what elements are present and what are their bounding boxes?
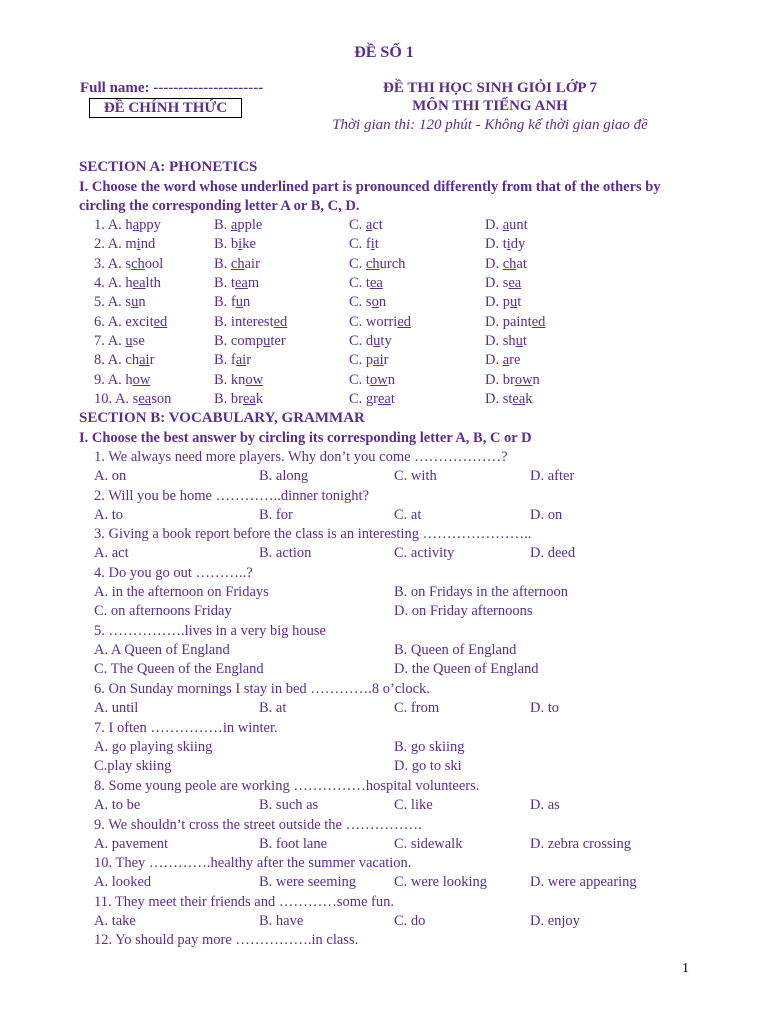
option-b: B. team [214,275,260,291]
answer-option: C. at [394,507,422,523]
option-b: B. know [214,372,264,388]
phonetics-row [0,256,768,275]
answer-option: D. as [530,797,560,813]
option-a: 10. A. season [94,391,172,407]
exam-number: ĐỀ SỐ 1 [354,44,414,61]
question-text: 7. I often ……………in winter. [94,720,278,736]
answer-option: B. at [259,700,287,716]
answer-option: B. for [259,507,293,523]
exam-time: Thời gian thi: 120 phút - Không kể thời gian giao đề [332,117,648,133]
option-a: 9. A. how [94,372,151,388]
section-b-heading: SECTION B: VOCABULARY, GRAMMAR [79,410,365,426]
answer-option: D. deed [530,545,576,561]
exam-subject: MÔN THI TIẾNG ANH [412,98,568,114]
option-a: 6. A. excited [94,314,168,330]
option-d: D. put [485,294,522,310]
phonetics-row [0,352,768,371]
answer-option: C. activity [394,545,455,561]
answer-option: C. The Queen of the England [94,661,264,677]
answer-option: A. to be [94,797,141,813]
question-text: 2. Will you be home …………..dinner tonight? [94,488,370,504]
question-text: 4. Do you go out ………..? [94,565,253,581]
option-c: C. duty [349,333,392,349]
question-text: 12. Yo should pay more …………….in class. [94,932,359,948]
answer-option: A. until [94,700,139,716]
answer-option: D. were appearing [530,874,637,890]
answer-option: A. on [94,468,127,484]
option-a: 1. A. happy [94,217,161,233]
question-text: 11. They meet their friends and …………some fun. [94,894,395,910]
option-c: C. fit [349,236,379,252]
full-name-field: Full name: ---------------------- [80,80,264,96]
answer-option: B. along [259,468,309,484]
answer-option: A. act [94,545,129,561]
answer-option: D. on [530,507,563,523]
answer-option: D. go to ski [394,758,462,774]
official-exam-label: ĐỀ CHÍNH THỨC [89,98,242,118]
option-c: C. worried [349,314,412,330]
answer-option: C. with [394,468,437,484]
answer-option: D. on Friday afternoons [394,603,533,619]
option-b: B. break [214,391,264,407]
option-a: 4. A. health [94,275,161,291]
question-text: 10. They ………….healthy after the summer vacation. [94,855,412,871]
answer-option: C. on afternoons Friday [94,603,232,619]
option-c: C. son [349,294,387,310]
answer-option: D. after [530,468,575,484]
phonetics-row [0,372,768,391]
option-c: C. church [349,256,406,272]
question-text: 1. We always need more players. Why don’t you come ………………? [94,449,508,465]
answer-option: A. in the afternoon on Fridays [94,584,269,600]
answer-option: A. A Queen of England [94,642,230,658]
answer-option: C. do [394,913,426,929]
answer-option: C. like [394,797,433,813]
answer-option: A. go playing skiing [94,739,213,755]
option-d: D. shut [485,333,527,349]
answer-option: A. pavement [94,836,169,852]
answer-option: A. take [94,913,136,929]
question-text: 3. Giving a book report before the class is an interesting ………………….. [94,526,532,542]
option-a: 2. A. mind [94,236,156,252]
phonetics-row [0,314,768,333]
answer-option: D. enjoy [530,913,580,929]
option-d: D. tidy [485,236,526,252]
section-a-heading: SECTION A: PHONETICS [79,159,258,175]
question-text: 8. Some young peole are working ……………hospital volunteers. [94,778,480,794]
option-c: C. tea [349,275,383,291]
question-text: 6. On Sunday mornings I stay in bed ………….8 o’clock. [94,681,430,697]
option-d: D. aunt [485,217,528,233]
answer-option: B. were seeming [259,874,357,890]
answer-option: A. looked [94,874,152,890]
phonetics-row [0,236,768,255]
option-d: D. painted [485,314,546,330]
option-d: D. steak [485,391,533,407]
option-d: D. brown [485,372,540,388]
option-b: B. bike [214,236,256,252]
phonetics-row [0,217,768,236]
option-c: C. pair [349,352,389,368]
answer-option: B. Queen of England [394,642,517,658]
phonetics-row [0,391,768,410]
option-c: C. great [349,391,395,407]
answer-option: B. action [259,545,312,561]
question-text: 9. We shouldn’t cross the street outside the ……………. [94,817,422,833]
exam-title: ĐỀ THI HỌC SINH GIỎI LỚP 7 [383,80,597,96]
phonetics-row [0,275,768,294]
phonetics-row [0,333,768,352]
answer-option: B. go skiing [394,739,465,755]
answer-option: D. zebra crossing [530,836,632,852]
option-b: B. chair [214,256,260,272]
answer-option: B. foot lane [259,836,328,852]
answer-option: D. the Queen of England [394,661,539,677]
option-c: C. act [349,217,383,233]
answer-option: C. were looking [394,874,488,890]
section-a-instruction: I. Choose the word whose underlined part is pronounced differently from that of the others by circling the corresponding letter A or B, C, D. [79,179,661,214]
answer-option: B. on Fridays in the afternoon [394,584,568,600]
answer-option: C. sidewalk [394,836,463,852]
option-a: 7. A. use [94,333,145,349]
option-d: D. chat [485,256,527,272]
answer-option: D. to [530,700,559,716]
option-b: B. fair [214,352,252,368]
answer-option: C.play skiing [94,758,172,774]
option-a: 3. A. school [94,256,164,272]
question-text: 5. …………….lives in a very big house [94,623,326,639]
page-number: 1 [682,961,689,976]
option-b: B. fun [214,294,251,310]
option-a: 8. A. chair [94,352,155,368]
option-d: D. sea [485,275,522,291]
option-a: 5. A. sun [94,294,146,310]
option-b: B. interested [214,314,288,330]
answer-option: B. such as [259,797,319,813]
option-b: B. computer [214,333,286,349]
option-d: D. are [485,352,521,368]
answer-option: C. from [394,700,440,716]
phonetics-row [0,294,768,313]
option-c: C. town [349,372,395,388]
answer-option: A. to [94,507,123,523]
section-b-instruction: I. Choose the best answer by circling its corresponding letter A, B, C or D [79,430,532,446]
option-b: B. apple [214,217,263,233]
answer-option: B. have [259,913,304,929]
